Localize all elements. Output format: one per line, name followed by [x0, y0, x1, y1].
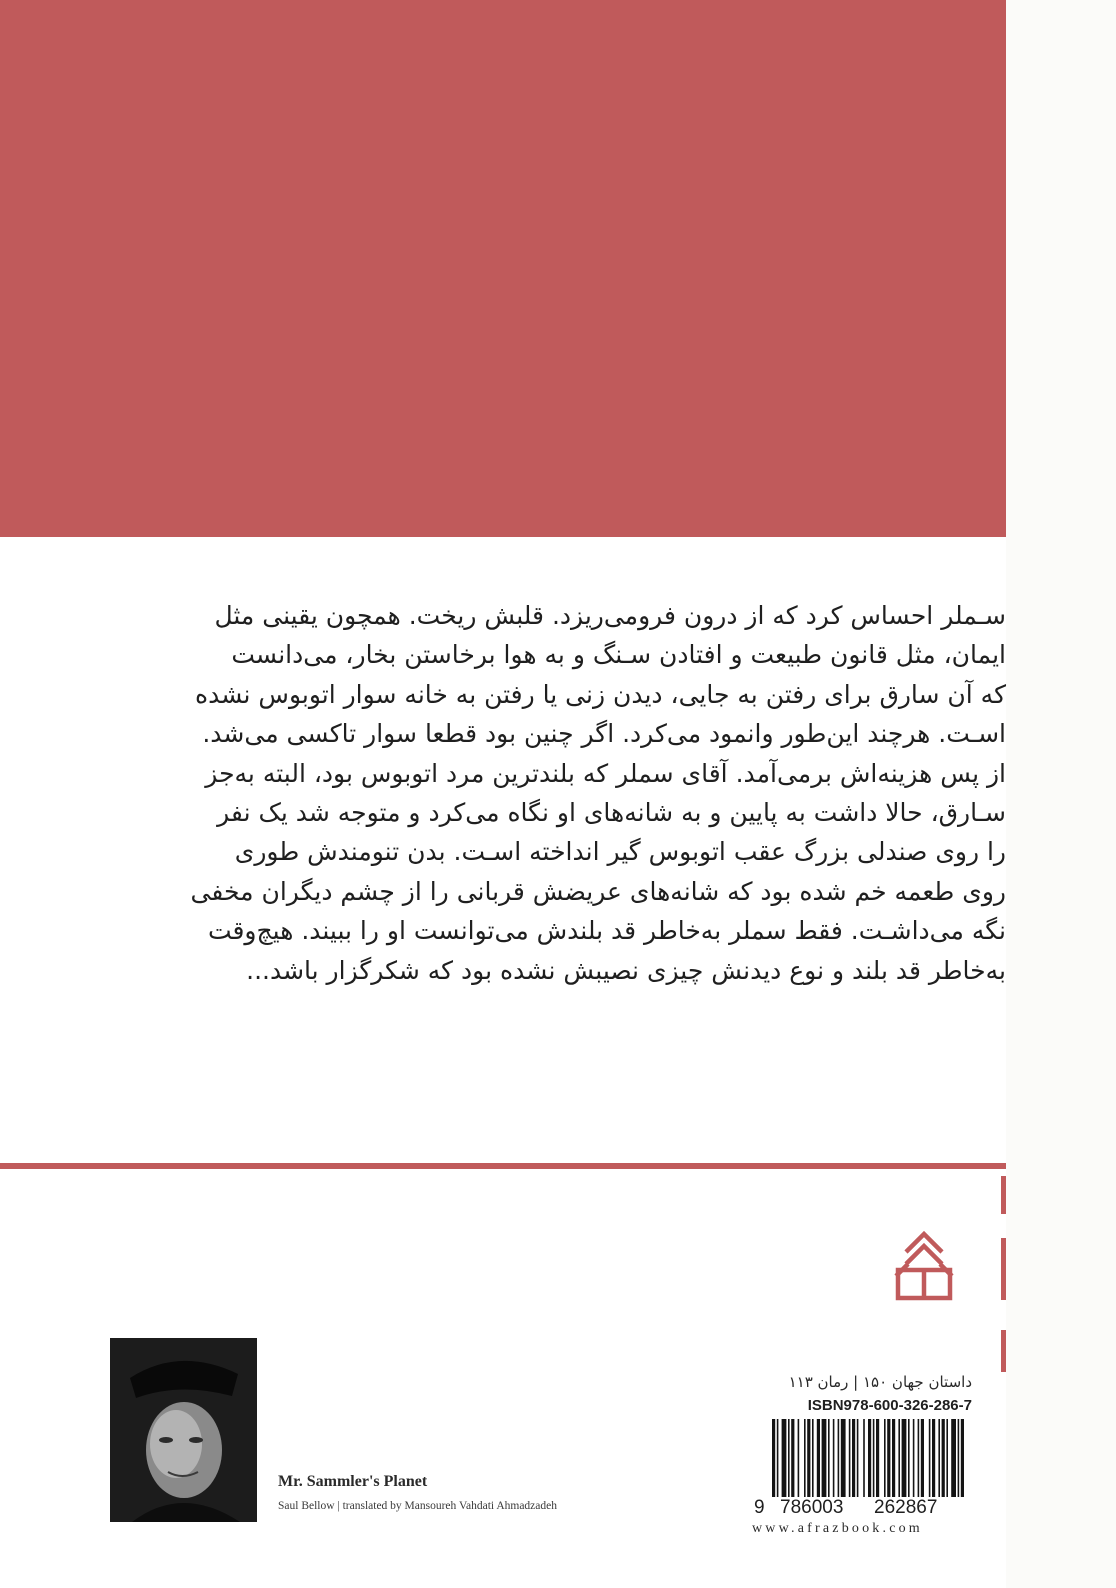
- cover-edge-strip: [1006, 0, 1116, 1588]
- barcode-bar: [857, 1419, 859, 1505]
- barcode-bar: [772, 1419, 775, 1505]
- barcode-bar: [951, 1419, 956, 1505]
- blurb-line: را روی صندلی بزرگ عقب اتوبوس گیر انداخته اسـت. بدن تنومندش طوری: [234, 837, 1006, 867]
- blurb-line: به‌خاطر قد بلند و نوع دیدنش چیزی نصیبش نشده بود که شکرگزار باشد...: [246, 955, 1006, 985]
- blurb-line: که آن سارق برای رفتن به جایی، دیدن زنی یا رفتن به خانه سوار اتوبوس نشده: [195, 679, 1006, 709]
- barcode-bar: [887, 1419, 890, 1505]
- edge-mark: [1001, 1238, 1006, 1300]
- series-info: داستان جهان ۱۵۰ | رمان ۱۱۳: [788, 1373, 972, 1391]
- barcode-bar: [849, 1419, 851, 1505]
- barcode-bar: [817, 1419, 820, 1505]
- barcode-bar: [863, 1419, 865, 1505]
- blurb-line: سـملر احساس کرد که از درون فرومی‌ریزد. قلبش ریخت. همچون یقینی مثل: [214, 601, 1006, 630]
- barcode-bar: [782, 1419, 787, 1505]
- author-portrait-image: [110, 1338, 257, 1522]
- barcode-bar: [884, 1419, 886, 1505]
- book-title-english: Mr. Sammler's Planet: [278, 1473, 428, 1490]
- barcode-bar: [804, 1419, 806, 1505]
- barcode-bar: [852, 1419, 855, 1505]
- barcode-bar: [892, 1419, 895, 1505]
- barcode-bar: [791, 1419, 794, 1505]
- edge-mark: [1001, 1330, 1006, 1372]
- isbn-label: ISBN978-600-326-286-7: [807, 1397, 972, 1414]
- barcode-bar: [908, 1419, 910, 1505]
- author-photo: [110, 1338, 257, 1522]
- barcode-bar: [788, 1419, 790, 1505]
- back-cover-blurb: [120, 596, 1006, 990]
- edge-mark: [1001, 1176, 1006, 1214]
- author-translator-credit: Saul Bellow | translated by Mansoureh Vahdati Ahmadzadeh: [278, 1500, 557, 1512]
- barcode-bar: [946, 1419, 948, 1505]
- publisher-logo-icon: [884, 1212, 964, 1312]
- barcode-bar: [798, 1419, 800, 1505]
- cover-top-red-panel: [0, 0, 1006, 537]
- blurb-line: از پس هزینه‌اش برمی‌آمد. آقای سملر که بلندترین مرد اتوبوس بود، البته به‌جز: [205, 758, 1006, 788]
- barcode-bar: [812, 1419, 814, 1505]
- barcode-bar: [942, 1419, 945, 1505]
- barcode-bar: [838, 1419, 840, 1505]
- barcode-bar: [777, 1419, 779, 1505]
- publisher-website: www.afrazbook.com: [752, 1521, 923, 1536]
- barcode-bar: [958, 1419, 960, 1505]
- barcode-digits: [752, 1497, 970, 1519]
- barcode-bar: [876, 1419, 879, 1505]
- barcode-bar: [822, 1419, 827, 1505]
- barcode-bar: [913, 1419, 915, 1505]
- blurb-line: اسـت. هرچند این‌طور وانمود می‌کرد. اگر چنین بود قطعا سوار تاکسی می‌شد.: [202, 719, 1006, 749]
- barcode-bar: [961, 1419, 964, 1505]
- barcode-bar: [833, 1419, 835, 1505]
- barcode-bar: [918, 1419, 920, 1505]
- barcode-bar: [807, 1419, 810, 1505]
- barcode-bar: [828, 1419, 830, 1505]
- barcode: [752, 1419, 970, 1505]
- barcode-bar: [938, 1419, 940, 1505]
- barcode-bar: [868, 1419, 871, 1505]
- barcode-lead-digit: 9: [754, 1497, 765, 1518]
- publisher-logo: [884, 1212, 964, 1312]
- barcode-bar: [902, 1419, 907, 1505]
- barcode-digit-group: 786003: [780, 1497, 844, 1518]
- section-divider: [0, 1163, 1006, 1169]
- blurb-line: ایمان، مثل قانون طبیعت و افتادن سـنگ و به هوا برخاستن بخار، می‌دانست: [231, 640, 1006, 670]
- barcode-digit-group: 262867: [874, 1497, 938, 1518]
- barcode-bar: [841, 1419, 846, 1505]
- barcode-bar: [932, 1419, 935, 1505]
- barcode-bar: [898, 1419, 900, 1505]
- blurb-line: روی طعمه خم شده بود که شانه‌های عریضش قربانی را از چشم دیگران مخفی: [190, 876, 1006, 906]
- blurb-line: نگه می‌داشـت. فقط سملر به‌خاطر قد بلندش می‌توانست او را ببیند. هیچ‌وقت: [207, 916, 1006, 946]
- barcode-bar: [929, 1419, 931, 1505]
- barcode-bar: [873, 1419, 875, 1505]
- blurb-line: سـارق، حالا داشت به پایین و به شانه‌های او نگاه می‌کرد و متوجه شد یک نفر: [217, 798, 1006, 828]
- barcode-bar: [921, 1419, 924, 1505]
